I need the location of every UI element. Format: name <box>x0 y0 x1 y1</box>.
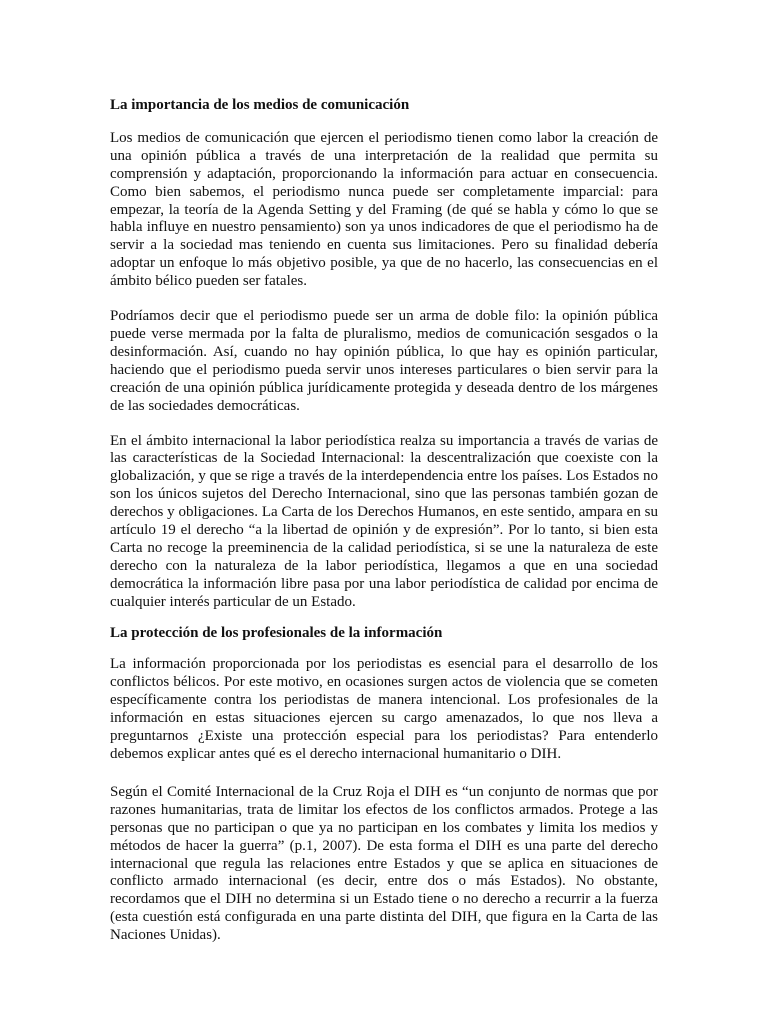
paragraph-dih-definition: Según el Comité Internacional de la Cruz Roja el DIH es “un conjunto de normas que por razones humanitarias, trata de limitar los efectos de los conflictos armados. Protege a las personas que no participan o que ya no participan en los combates y limita los medios y métodos de hacer la guerra” (p.1, 2007). De esta forma el DIH es una parte del derecho internacional que regula las relaciones entre Estados y que se aplica en situaciones de conflicto armado internacional (es decir, entre dos o más Estados). No obstante, recordamos que el DIH no determina si un Estado tiene o no derecho a recurrir a la fuerza (esta cuestión está configurada en una parte distinta del DIH, que figura en la Carta de las Naciones Unidas). <box>110 783 658 944</box>
document-page <box>110 97 658 962</box>
section-heading-journalist-protection: La protección de los profesionales de la información <box>110 624 443 641</box>
paragraph-international-scope: En el ámbito internacional la labor periodística realza su importancia a través de varias de las características de la Sociedad Internacional: la descentralización que coexiste con la globalización, y que se rige a través de la interdependencia entre los países. Los Estados no son los únicos sujetos del Derecho Internacional, sino que las personas también gozan de derechos y obligaciones. La Carta de los Derechos Humanos, en este sentido, ampara en su artículo 19 el derecho “a la libertad de opinión y de expresión”. Por lo tanto, si bien esta Carta no recoge la preeminencia de la calidad periodística, si se une la naturaleza de este derecho con la naturaleza de la labor periodística, llegamos a que en una sociedad democrática la información libre pasa por una labor periodística de calidad por encima de cualquier interés particular de un Estado. <box>110 432 658 610</box>
paragraph-journalist-violence: La información proporcionada por los periodistas es esencial para el desarrollo de los conflictos bélicos. Por este motivo, en ocasiones surgen actos de violencia que se cometen específicamente contra los periodistas de manera intencional. Los profesionales de la información en estas situaciones ejercen su cargo amenazados, lo que nos lleva a preguntarnos ¿Existe una protección especial para los periodistas? Para entenderlo debemos explicar antes qué es el derecho internacional humanitario o DIH. <box>110 656 658 762</box>
section-heading-media-importance: La importancia de los medios de comunicación <box>110 97 410 113</box>
paragraph-media-role: Los medios de comunicación que ejercen el periodismo tienen como labor la creación de una opinión pública a través de una interpretación de la realidad que permita su comprensión y adaptación, proporcionando la información para actuar en consecuencia. Como bien sabemos, el periodismo nunca puede ser completamente imparcial: para empezar, la teoría de la Agenda Setting y del Framing (de qué se habla y cómo lo que se habla influye en nuestro pensamiento) son ya unos indicadores de que el periodismo ha de servir a la sociedad mas teniendo en cuenta sus limitaciones. Pero su finalidad debería adoptar un enfoque lo más objetivo posible, ya que de no hacerlo, las consecuencias en el ámbito bélico pueden ser fatales. <box>110 129 658 290</box>
paragraph-double-edged: Podríamos decir que el periodismo puede ser un arma de doble filo: la opinión pública puede verse mermada por la falta de pluralismo, medios de comunicación sesgados o la desinformación. Así, cuando no hay opinión pública, lo que hay es opinión particular, haciendo que el periodismo pueda servir unos intereses particulares o bien servir para la creación de una opinión pública jurídicamente protegida y deseada dentro de los márgenes de las sociedades democráticas. <box>110 308 658 414</box>
